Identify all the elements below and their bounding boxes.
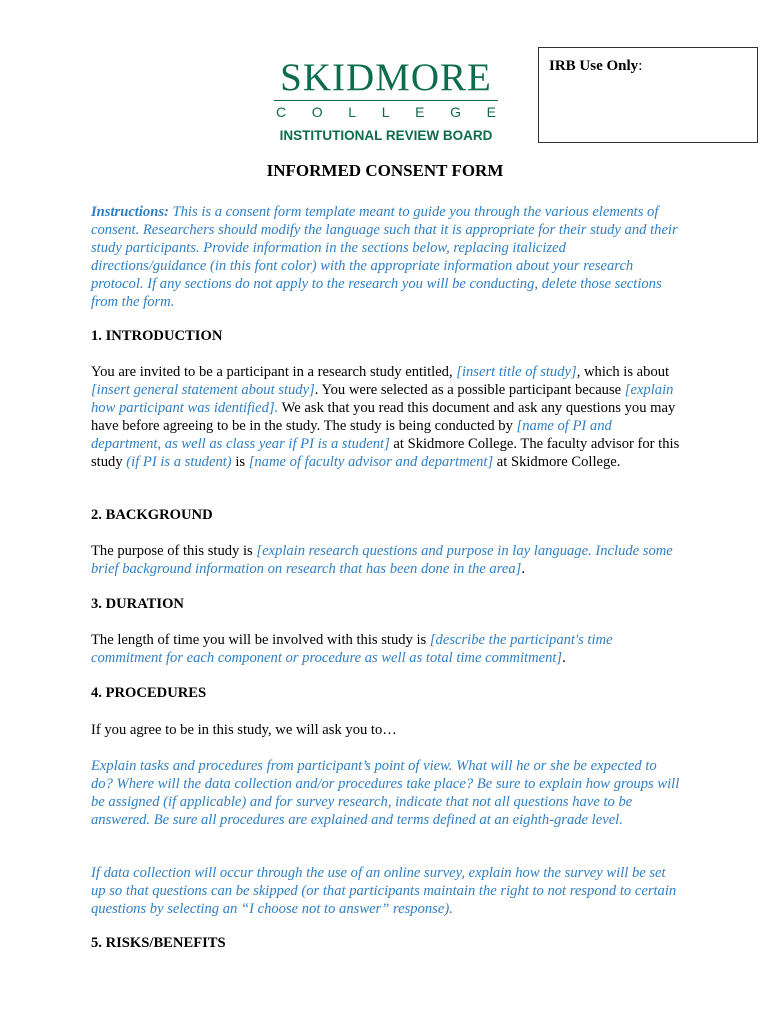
irb-label-text: IRB Use Only	[549, 58, 639, 74]
text: at Skidmore College.	[493, 454, 621, 470]
logo-college	[270, 105, 502, 119]
procedures-guidance-2: If data collection will occur through the use of an online survey, explain how the survey will be set up so that questions can be skipped (or that participants maintain the right to not respond to certain questions by selecting an “I choose not to answer” response).	[91, 865, 677, 917]
section-heading-introduction: 1. INTRODUCTION	[91, 328, 223, 344]
logo-letter: O	[311, 104, 323, 120]
skidmore-logo	[270, 58, 502, 119]
text: You are invited to be a participant in a research study entitled,	[91, 364, 457, 380]
placeholder-text: [insert general statement about study]	[91, 382, 315, 398]
logo-letter: L	[381, 104, 390, 120]
placeholder-text: [describe the participant's time commitment for each component or procedure as well as total time commitment]	[91, 632, 613, 666]
section-heading-procedures: 4. PROCEDURES	[91, 685, 207, 701]
logo-letter: L	[348, 104, 357, 120]
procedures-intro: If you agree to be in this study, we will ask you to…	[91, 722, 397, 738]
logo-letter: G	[450, 104, 461, 120]
form-title: INFORMED CONSENT FORM	[266, 161, 504, 180]
placeholder-text: [explain research questions and purpose in lay language. Include some brief background information on research that has been done in the area]	[91, 543, 673, 577]
logo-letter: E	[486, 104, 496, 120]
instructions-text: This is a consent form template meant to guide you through the various elements of consent. Researchers should modify the language such that it is appropriate for their study and their study participants. Provide information in the sections below, replacing italicized directions/guidance (in this font color) with the appropriate information about your research protocol. If any sections do not apply to the research you will be conducting, delete those sections from the form.	[91, 204, 678, 310]
text: . You were selected as a possible participant because	[314, 382, 625, 398]
procedures-guidance-1: Explain tasks and procedures from participant’s point of view. What will he or she be expected to do? Where will the data collection and/or procedures take place? Be sure to explain how groups will be assigned (if applicable) and for survey research, indicate that not all questions have to be answered. Be sure all procedures are explained and terms defined at an eighth-grade level.	[91, 758, 680, 828]
instructions-paragraph	[91, 203, 681, 311]
duration-paragraph	[91, 631, 681, 667]
text: We ask that you read this document and ask any questions you may have before agreeing to be in the study. The study is being conducted by	[91, 400, 676, 434]
placeholder-text: [name of PI and department, as well as class year if PI is a student]	[91, 418, 612, 452]
logo-letter: C	[276, 104, 287, 120]
text: The purpose of this study is	[91, 543, 257, 559]
placeholder-text: [explain how participant was identified].	[91, 382, 674, 416]
section-heading-background: 2. BACKGROUND	[91, 507, 213, 523]
instructions-label: Instructions:	[91, 204, 169, 220]
logo-rule	[274, 100, 498, 101]
introduction-paragraph	[91, 363, 681, 471]
text: is	[231, 454, 249, 470]
section-heading-risks-benefits: 5. RISKS/BENEFITS	[91, 935, 226, 951]
irb-use-only-label	[549, 58, 642, 75]
text: .	[562, 650, 566, 666]
institutional-review-board-label: INSTITUTIONAL REVIEW BOARD	[279, 128, 493, 143]
text: The length of time you will be involved with this study is	[91, 632, 430, 648]
logo-letter: E	[415, 104, 425, 120]
logo-wordmark: SKIDMORE	[280, 56, 492, 99]
irb-use-only-box	[538, 47, 758, 143]
placeholder-text: (if PI is a student)	[126, 454, 232, 470]
section-heading-duration: 3. DURATION	[91, 596, 184, 612]
irb-label-colon: :	[638, 58, 643, 74]
placeholder-text: [name of faculty advisor and department]	[248, 454, 494, 470]
text: at Skidmore College. The faculty advisor for this study	[91, 436, 680, 470]
text: .	[521, 561, 525, 577]
text: , which is about	[576, 364, 670, 380]
background-paragraph	[91, 542, 681, 578]
placeholder-text: [insert title of study]	[456, 364, 577, 380]
